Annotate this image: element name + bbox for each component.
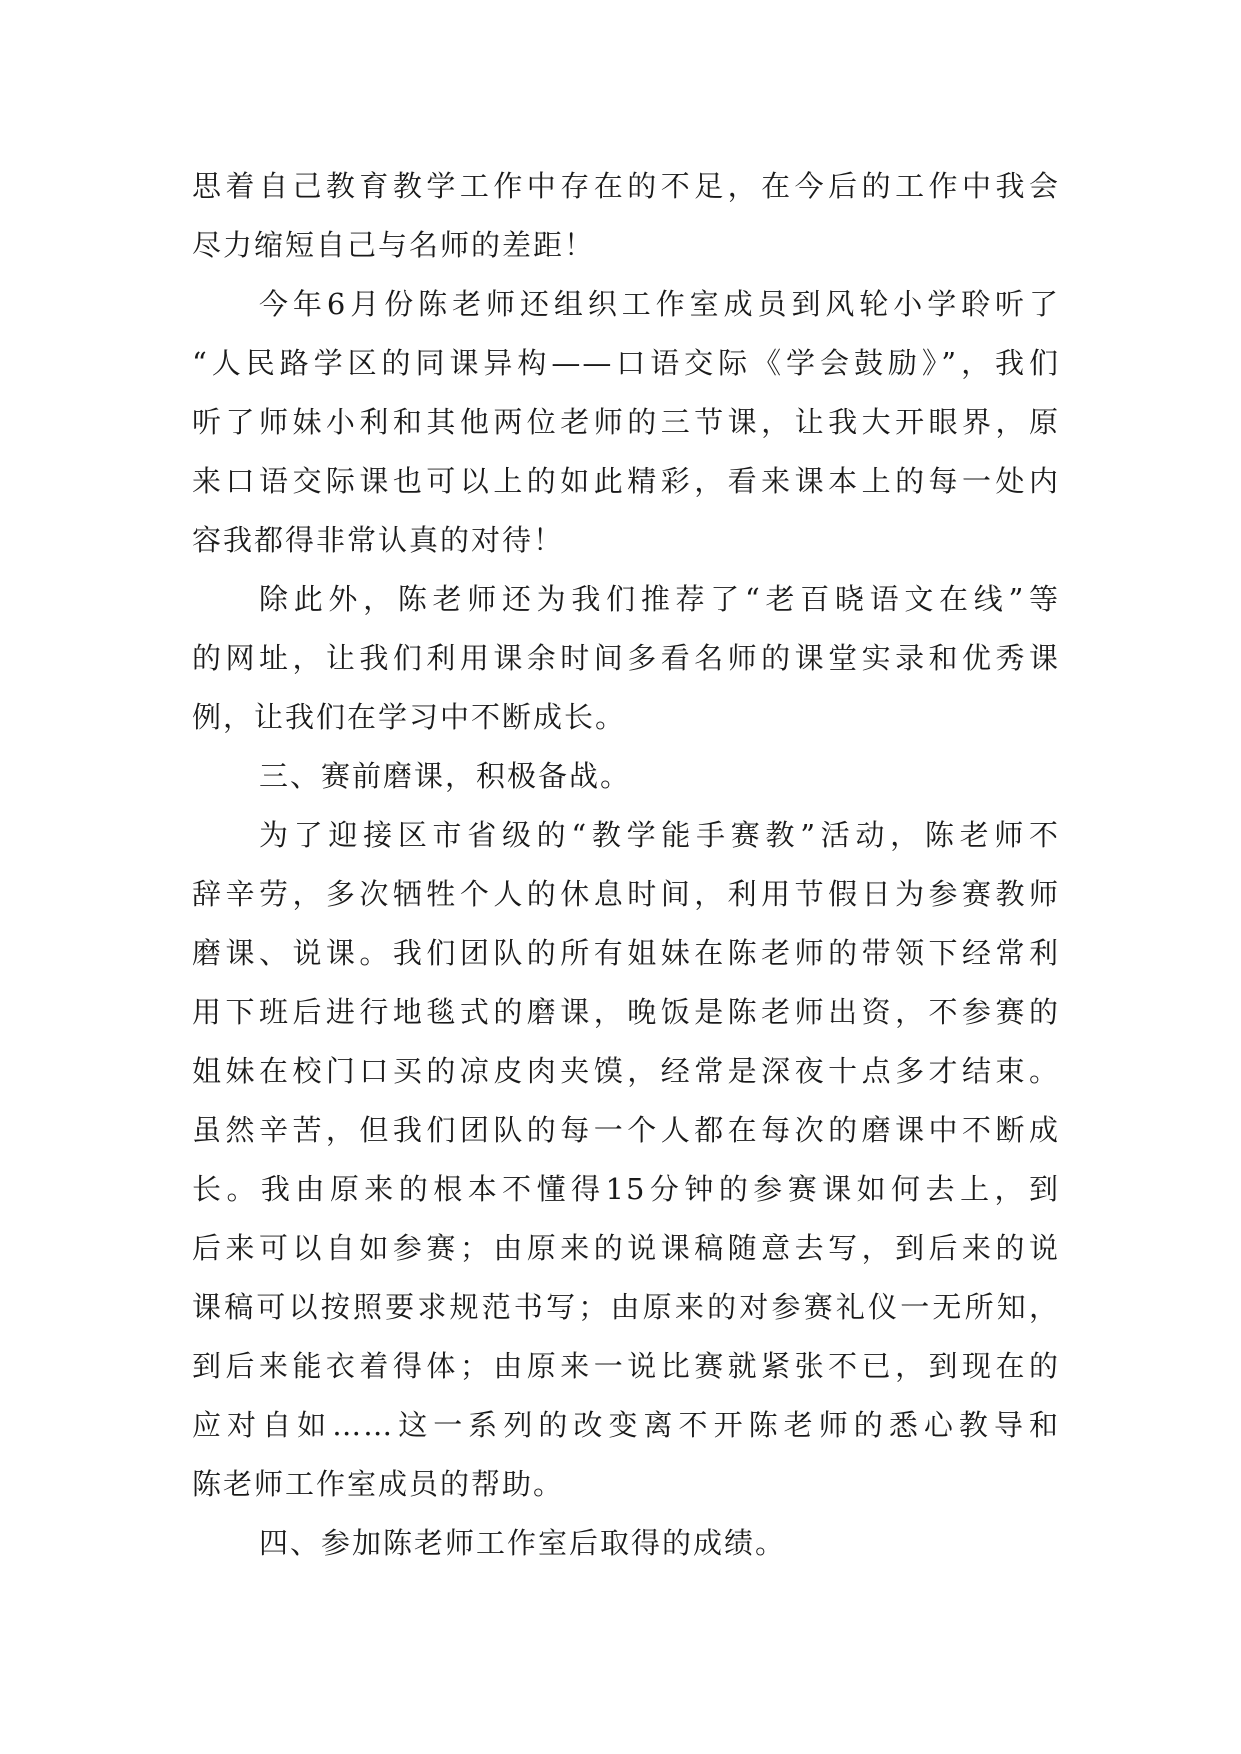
paragraph (192, 570, 1060, 747)
text-line: 例，让我们在学习中不断成长。 (192, 700, 627, 734)
text-line: 来口语交际课也可以上的如此精彩，看来课本上的每一处内 (192, 464, 1060, 498)
section-heading (192, 747, 1060, 806)
paragraph (192, 275, 1060, 570)
text-line: 今年6月份陈老师还组织工作室成员到风轮小学聆听了 (259, 287, 1060, 321)
paragraph (192, 157, 1060, 275)
text-line: 用下班后进行地毯式的磨课，晚饭是陈老师出资，不参赛的 (192, 995, 1060, 1029)
text-line: 听了师妹小利和其他两位老师的三节课，让我大开眼界，原 (192, 405, 1060, 439)
text-line: 到后来能衣着得体；由原来一说比赛就紧张不已，到现在的 (192, 1349, 1060, 1383)
text-line: 的网址，让我们利用课余时间多看名师的课堂实录和优秀课 (192, 641, 1060, 675)
paragraph (192, 806, 1060, 1514)
text-line: 应对自如……这一系列的改变离不开陈老师的悉心教导和 (192, 1408, 1060, 1442)
text-line: 磨课、说课。我们团队的所有姐妹在陈老师的带领下经常利 (192, 936, 1060, 970)
section-heading-text: 四、参加陈老师工作室后取得的成绩。 (259, 1526, 787, 1560)
text-line: “人民路学区的同课异构——口语交际《学会鼓励》”，我们 (192, 346, 1060, 380)
text-line: 为了迎接区市省级的“教学能手赛教”活动，陈老师不 (259, 818, 1060, 852)
text-line: 虽然辛苦，但我们团队的每一个人都在每次的磨课中不断成 (192, 1113, 1060, 1147)
text-line: 容我都得非常认真的对待！ (192, 523, 565, 557)
text-line: 思着自己教育教学工作中存在的不足，在今后的工作中我会 (192, 169, 1060, 203)
text-line: 长。我由原来的根本不懂得15分钟的参赛课如何去上，到 (192, 1172, 1060, 1206)
section-heading-text: 三、赛前磨课，积极备战。 (259, 759, 632, 793)
text-line: 后来可以自如参赛；由原来的说课稿随意去写，到后来的说 (192, 1231, 1060, 1265)
text-line: 尽力缩短自己与名师的差距！ (192, 228, 596, 262)
text-line: 辞辛劳，多次牺牲个人的休息时间，利用节假日为参赛教师 (192, 877, 1060, 911)
text-line: 姐妹在校门口买的凉皮肉夹馍，经常是深夜十点多才结束。 (192, 1054, 1060, 1088)
text-line: 除此外，陈老师还为我们推荐了“老百晓语文在线”等 (259, 582, 1060, 616)
section-heading (192, 1514, 1060, 1573)
text-line: 陈老师工作室成员的帮助。 (192, 1467, 565, 1501)
text-line: 课稿可以按照要求规范书写；由原来的对参赛礼仪一无所知， (192, 1290, 1060, 1324)
document-body (192, 157, 1060, 1573)
